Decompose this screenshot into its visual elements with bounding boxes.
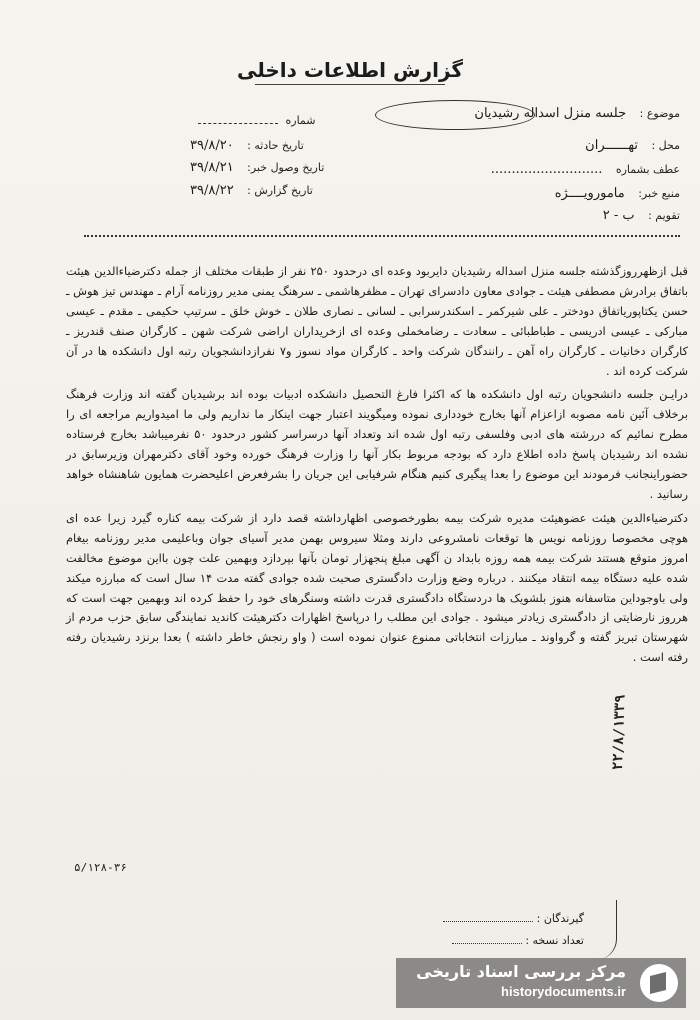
- document-title: گزارش اطلاعات داخلی: [236, 58, 464, 82]
- watermark-banner: [396, 958, 686, 1008]
- title-underline: [255, 84, 445, 85]
- paragraph-2: درایـن جلسه دانشجویان رتبه اول دانشکده ها که اکثرا فارغ التحصیل دانشکده ادبیات بوده اند برشیدیان گفته اند وزارت فرهنگ برخلاف آئین نامه مصوبه ازاعزام آنها بخارج خودداری نموده ومیگویند اعتبار جهت اینکار ما نداریم ولی ما امیدواریم مراجعه ای را مطرح نمائیم که دررشته های ادبی وفلسفی رتبه اول شده اند وتعداد آنها درسراسر کشور درحدود ۵۰ نفرمیباشد بخارج فرستاده نشده اند رشیدیان پاسخ داده اطلاع دارد که بودجه مربوط بکار آنها را وزارت فرهنگ خورده وخود آقای دکترمهران وزیرسابق در حضوراینجانب فرمودند این موضوع را بعدا پیگیری کنیم هنگام شرفیابی این جریان را بشرفعرض اعلیحضرت همایون شاهنشاه خواهد رسانید .: [66, 387, 688, 501]
- paragraph-3: دکترضیاءالدین هیئت عضوهیئت مدیره شرکت بیمه بطورخصوصی اظهارداشته قصد دارد از شرکت بیمه کناره گیرد زیرا عده ای هوچی مخصوصا روزنامه نویس ها توقعات نامشروعی دارند ومثلا سیروس بهمن مدیر آسیای جوان وباعلیمی مدیر روزنامه بیغام امروز متوقع هستند شرکت بیمه همه روزه بابداد ن آگهی مبلغ پنجهزار تومان بآنها بپردازد وبهمین علت چون بااین موضوع مخالفت شده علیه دستگاه بیمه انتقاد میکنند . درباره وضع وزارت دادگستری صحبت شده جوادی گفته مدت ۱۴ سال است که مبارزه میکند ولی باوجوداین متاسفانه هنوز بلشویک ها دردستگاه دادگستری قدرت داشته وسنگرهای خود را حفظ کرده اند وبهمین جهت است که هرروز نارضایتی از دادگستری زیادتر میشود . جوادی این مطلب را درپاسخ اظهارات دکترهیئت کاندید نمایندگی سابق حزب مردم از شهرستان تبریز گفته و گرواوند ـ مبارزات انتخاباتی ممنوع عنوان نموده است ( واو رنجش خاطر داشته ) بعدا برنزد رشیدیان رفته رفته است .: [66, 510, 688, 665]
- place-row: [585, 138, 680, 153]
- report-date-value: ۳۹/۸/۲۲: [190, 183, 234, 198]
- evaluation-row: [603, 208, 680, 223]
- margin-bracket: [596, 900, 617, 960]
- number-row: [198, 114, 316, 127]
- subject-circle-mark: [375, 100, 535, 130]
- event-date-row: [190, 138, 304, 153]
- copies-row: [452, 934, 584, 947]
- receipt-date-label: تاریخ وصول خبر:: [247, 161, 325, 174]
- report-date-label: تاریخ گزارش :: [247, 184, 313, 197]
- archive-logo-icon: [640, 964, 678, 1002]
- watermark-url: historydocuments.ir: [501, 984, 626, 999]
- evaluation-label: تقویم :: [648, 209, 680, 222]
- source-label: منبع خبر:: [638, 187, 680, 200]
- report-body: [66, 262, 688, 672]
- receipt-date-row: [190, 160, 324, 175]
- ref-row: عطف بشماره ...........................: [490, 162, 680, 177]
- subject-label: موضوع :: [639, 107, 680, 120]
- header-separator: [84, 235, 680, 237]
- receipt-date-value: ۳۹/۸/۲۱: [190, 160, 234, 175]
- event-date-value: ۳۹/۸/۲۰: [190, 138, 234, 153]
- paragraph-1: قبل ازظهرروزگذشته جلسه منزل اسداله رشیدیان دایربود وعده ای درحدود ۲۵۰ نفر از طبقات مختلف از جمله دکترضیاءالدین هیئت باتفاق برادرش مصطفی هیئت ـ جوادی معاون دادسرای تهران ـ مظفرهاشمی ـ سرهنگ یمنی مدیر روزنامه آرام ـ مهندس تیز هوش ـ حسن یکتاپوریاتفاق دودختر ـ علی شیرکمر ـ اسکندرسرابی ـ لسانی ـ نصاری طلان ـ خوش خلق ـ سرتیپ حکیمی ـ مقدم ـ عیسی مبارکی ـ عیسی ادریسی ـ طباطبائی ـ سعادت ـ رضامخملی وعده ای ازخریداران اراضی شرکت شهن ـ کارگران صنف قندریز ـ کارگران دخانیات ـ کارگران راه آهن ـ رانندگان شرکت واحد ـ کارگران مواد نسوز و۷ نفرازدانشجویان رتبه اول دانشکده ها در آن شرکت کرده اند .: [66, 264, 688, 378]
- event-date-label: تاریخ حادثه :: [247, 139, 304, 152]
- watermark-name: مرکز بررسی اسناد تاریخی: [416, 962, 626, 981]
- evaluation-value: ب - ۲: [602, 208, 635, 223]
- report-date-row: [190, 183, 313, 198]
- subject-value: جلسه منزل اسداله رشیدیان: [474, 106, 627, 121]
- place-label: محل :: [651, 139, 680, 152]
- recipients-label: گیرندگان :: [536, 912, 584, 925]
- handwritten-date: ۲۲/۸/۱۳۳۹: [610, 694, 629, 771]
- recipients-row: [443, 912, 584, 925]
- document-number: ۵/۱۲۸-۳۶: [74, 861, 127, 874]
- place-value: تهــــــران: [585, 138, 638, 153]
- copies-label: تعداد نسخه :: [525, 934, 584, 947]
- number-label: شماره: [285, 114, 316, 127]
- source-row: [555, 186, 680, 201]
- ref-label: عطف بشماره: [615, 163, 680, 176]
- source-value: مامورویــــژه: [554, 186, 625, 201]
